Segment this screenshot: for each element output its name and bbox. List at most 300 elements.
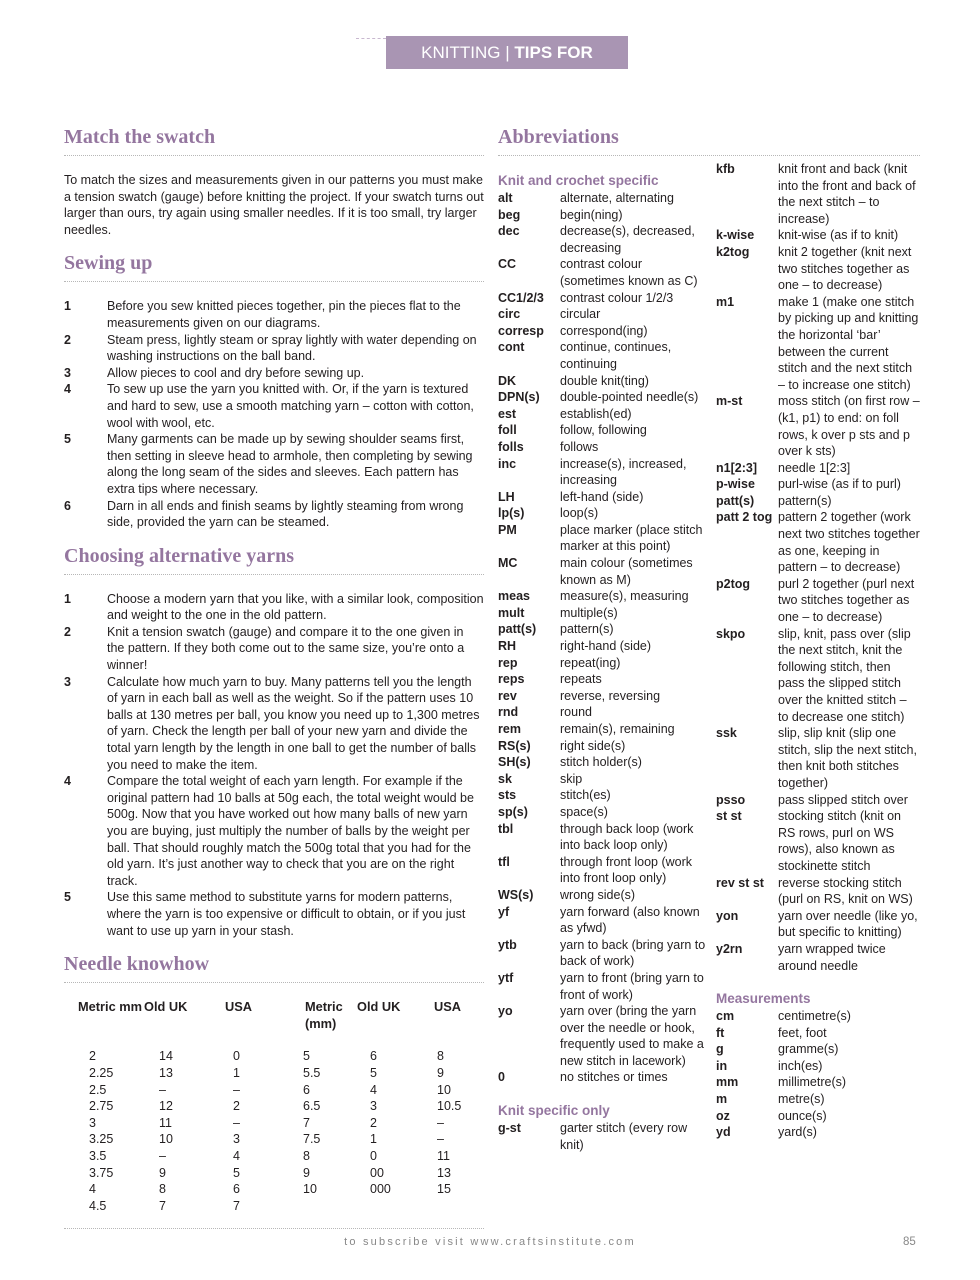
needle-cell: 2.25	[89, 1065, 114, 1080]
abbr-term: yon	[716, 908, 739, 923]
abbr-row	[498, 422, 710, 439]
abbr-definition: repeat(ing)	[560, 655, 621, 670]
match-swatch-text: To match the sizes and measurements given in our patterns you must make a tension swatch (gauge) before knitting the project. If your swatch turns out larger than ours, try again using smaller needles. If it is too small, try larger needles.	[64, 173, 484, 237]
list-item	[64, 332, 484, 365]
header-title: TIPS FOR SUCCESS	[465, 43, 593, 95]
abbr-definition: pattern(s)	[560, 622, 614, 637]
abbr-definition: follow, following	[560, 423, 647, 438]
needle-cell: 5	[233, 1165, 240, 1180]
abbr-definition: metre(s)	[778, 1092, 825, 1107]
needle-cell: 8	[437, 1049, 444, 1064]
needle-col-header: USA	[225, 999, 253, 1015]
abbr-definition: double-pointed needle(s)	[560, 390, 699, 405]
header-rule-left	[356, 38, 386, 39]
item-text: To sew up use the yarn you knitted with. Or, if the yarn is textured and hard to sew, use a smooth matching yarn – cotton with cotton, wool with wool, etc.	[107, 382, 474, 430]
needle-cell: 10.5	[437, 1099, 462, 1114]
abbr-term: DK	[498, 373, 517, 388]
needle-cell: 00	[370, 1165, 384, 1180]
abbr-row	[716, 1124, 920, 1141]
needle-cell: 9	[303, 1165, 310, 1180]
abbr-term: rev st st	[716, 875, 764, 890]
abbr-row	[716, 460, 920, 477]
abbr-definition: repeats	[560, 672, 602, 687]
item-text: Before you sew knitted pieces together, pin the pieces flat to the measurements given on our diagrams.	[107, 299, 461, 330]
abbr-term: CC1/2/3	[498, 290, 544, 305]
table-row	[64, 1148, 484, 1165]
abbr-row	[498, 970, 710, 1003]
list-item	[64, 674, 484, 774]
abbr-term: g-st	[498, 1121, 521, 1136]
abbr-row	[498, 787, 710, 804]
abbr-row	[716, 725, 920, 791]
list-item	[64, 498, 484, 531]
abbr-row	[498, 621, 710, 638]
abbr-definition: increase(s), increased, increasing	[560, 456, 687, 488]
abbr-row	[498, 223, 710, 256]
abbr-term: SH(s)	[498, 755, 531, 770]
abbr-definition: skip	[560, 771, 583, 786]
abbr-row	[498, 588, 710, 605]
abbr-row	[498, 754, 710, 771]
sewing-up-title: Sewing up	[64, 252, 484, 282]
abbr-term: kfb	[716, 162, 735, 176]
needle-cell: 3.5	[89, 1148, 107, 1163]
abbr-definition: round	[560, 705, 592, 720]
needle-cell: 9	[437, 1065, 444, 1080]
abbr-row	[716, 1058, 920, 1075]
abbr-term: circ	[498, 307, 521, 322]
abbr-definition: decrease(s), decreased, decreasing	[560, 224, 695, 255]
abbr-definition: loop(s)	[560, 506, 599, 521]
list-item	[64, 381, 484, 431]
table-row	[64, 1065, 484, 1082]
abbr-term: st st	[716, 809, 742, 824]
item-text: Knit a tension swatch (gauge) and compare it to the one given in the pattern. If they both come out to the same size, you’re onto a winner!	[107, 624, 465, 673]
abbr-term: p2tog	[716, 576, 751, 591]
abbr-row	[498, 339, 710, 372]
abbr-row	[498, 704, 710, 721]
abbr-term: rev	[498, 688, 517, 703]
needle-cell: –	[233, 1115, 240, 1130]
section-header-badge	[386, 36, 628, 95]
abbr-definition: follows	[560, 439, 599, 454]
abbr-definition: through front loop (work into front loop only)	[560, 854, 693, 886]
needle-cell: 6.5	[303, 1099, 321, 1114]
knit-crochet-table	[498, 190, 710, 1086]
page-number: 85	[903, 1236, 916, 1248]
item-text: Darn in all ends and finish seams by lightly steaming from wrong side, provided the yarn can be steamed.	[107, 498, 464, 530]
abbr-definition: make 1 (make one stitch by picking up and knitting the horizontal ‘bar’ between the current stitch and the next stitch – to increase one stitch)	[778, 294, 919, 392]
needle-cell: 0	[370, 1148, 377, 1163]
needle-cell: 3	[89, 1115, 96, 1130]
abbr-term: yf	[498, 904, 510, 919]
abbr-term: 0	[498, 1070, 505, 1085]
abbr-definition: right side(s)	[560, 738, 626, 753]
abbr-definition: through back loop (work into back loop only)	[560, 821, 694, 853]
abbr-term: g	[716, 1042, 724, 1057]
abbr-term: ytb	[498, 937, 517, 952]
abbr-row	[498, 323, 710, 340]
abbr-row	[716, 227, 920, 244]
abbr-row	[716, 1091, 920, 1108]
abbr-row	[716, 1108, 920, 1125]
needle-cell: 7	[303, 1115, 310, 1130]
needle-cell: 3	[370, 1099, 377, 1114]
abbr-term: beg	[498, 207, 521, 222]
needle-knowhow-title: Needle knowhow	[64, 953, 484, 983]
needle-table-rule	[64, 1228, 484, 1229]
needle-cell	[357, 1198, 434, 1215]
right-column	[716, 161, 920, 1141]
needle-cell: 2.75	[89, 1099, 114, 1114]
needle-cell: 4	[233, 1148, 240, 1163]
needle-cell: 3	[233, 1132, 240, 1147]
list-item	[64, 591, 484, 624]
abbr-term: rep	[498, 655, 518, 670]
abbr-row	[716, 875, 920, 908]
abbr-definition: knit front and back (knit into the front and back of the next stitch – to increase)	[778, 162, 916, 226]
abbr-definition: purl-wise (as if to purl)	[778, 477, 901, 492]
knit-only-subheading: Knit specific only	[498, 1103, 610, 1119]
item-text: Many garments can be made up by sewing shoulder seams first, then setting in sleeve head to armhole, then completing by sewing along the long seam of the sides and sleeves. Each pattern has extra tips where necessary.	[107, 432, 473, 496]
item-number: 1	[64, 591, 71, 606]
abbr-term: mult	[498, 605, 525, 620]
abbr-definition: wrong side(s)	[560, 887, 636, 902]
abbr-term: RS(s)	[498, 738, 531, 753]
item-text: Steam press, lightly steam or spray lightly with water depending on washing instructions on the ball band.	[107, 332, 477, 364]
needle-col-header: USA	[434, 999, 462, 1015]
abbr-term: patt(s)	[498, 622, 537, 637]
needle-col-header: Old UK	[357, 999, 401, 1015]
abbr-term: tbl	[498, 821, 514, 836]
abbr-row	[498, 721, 710, 738]
measurements-table	[716, 1008, 920, 1141]
abbr-term: RH	[498, 639, 517, 654]
abbr-row	[716, 509, 920, 575]
item-text: Compare the total weight of each yarn length. For example if the original pattern had 10 balls at 50g each, the total weight would be 500g. Now that you have worked out how many balls of new yarn you are buying, just multiply the number of balls by the weight per ball. That should roughly match the 500g total that you had for the old yarn. It’s just another way to check that you are on the right track.	[107, 774, 474, 888]
middle-column	[498, 126, 710, 1153]
item-number: 2	[64, 624, 71, 639]
abbr-definition: garter stitch (every row knit)	[560, 1121, 688, 1152]
list-item	[64, 431, 484, 497]
needle-cell: –	[233, 1082, 240, 1097]
abbr-definition: gramme(s)	[778, 1042, 839, 1057]
abbr-definition: right-hand (side)	[560, 639, 652, 654]
table-row	[64, 1165, 484, 1182]
abbr-row	[498, 389, 710, 406]
alt-yarns-title: Choosing alternative yarns	[64, 545, 484, 575]
abbr-row	[498, 937, 710, 970]
header-section: KNITTING	[421, 43, 501, 62]
abbr-term: n1[2:3]	[716, 460, 757, 475]
needle-cell: 6	[233, 1182, 240, 1197]
abbr-term: tfl	[498, 854, 510, 869]
abbr-term: reps	[498, 672, 525, 687]
table-row	[64, 1115, 484, 1132]
abbr-row	[498, 306, 710, 323]
abbr-row	[498, 1069, 710, 1086]
needle-cell: 4	[370, 1082, 377, 1097]
abbr-row	[716, 1074, 920, 1091]
abbr-definition: continue, continues, continuing	[560, 340, 672, 371]
abbr-term: yo	[498, 1004, 513, 1019]
table-row	[64, 1131, 484, 1148]
needle-cell: 2	[370, 1115, 377, 1130]
abbr-row	[498, 638, 710, 655]
needle-cell: 0	[233, 1049, 240, 1064]
abbr-row	[498, 738, 710, 755]
abbr-term: k2tog	[716, 244, 750, 259]
abbr-definition: purl 2 together (purl next two stitches together as one – to decrease)	[778, 576, 915, 625]
needle-cell: –	[159, 1082, 166, 1097]
abbr-term: ft	[716, 1025, 725, 1040]
item-number: 4	[64, 382, 71, 397]
abbr-definition: pattern 2 together (work next two stitches together as one, keeping in pattern – to decrease)	[778, 510, 920, 575]
abbr-row	[498, 256, 710, 289]
needle-cell: 11	[159, 1115, 172, 1130]
table-row	[64, 1048, 484, 1065]
abbr-row	[498, 207, 710, 224]
needle-cell: 5.5	[303, 1065, 321, 1080]
abbr-definition: yard(s)	[778, 1125, 817, 1140]
abbr-term: oz	[716, 1108, 730, 1123]
needle-cell: 7	[233, 1198, 240, 1213]
abbr-term: LH	[498, 489, 515, 504]
abbr-row	[716, 576, 920, 626]
needle-cell: 10	[159, 1132, 173, 1147]
abbr-row	[716, 908, 920, 941]
abbr-row	[498, 904, 710, 937]
needle-cell: 8	[303, 1148, 310, 1163]
item-number: 4	[64, 774, 71, 789]
abbr-definition: multiple(s)	[560, 605, 618, 620]
abbr-definition: yarn forward (also known as yfwd)	[560, 904, 700, 936]
needle-col-header: Metric mm	[78, 999, 143, 1015]
abbr-term: sts	[498, 788, 517, 803]
abbr-definition: contrast colour 1/2/3	[560, 290, 674, 305]
needle-cell: 6	[370, 1049, 377, 1064]
abbr-row	[498, 821, 710, 854]
abbr-definition: ounce(s)	[778, 1108, 827, 1123]
abbr-row	[498, 555, 710, 588]
abbr-definition: circular	[560, 307, 601, 322]
abbr-term: psso	[716, 792, 746, 807]
abbr-row	[498, 688, 710, 705]
item-number: 3	[64, 674, 71, 689]
abbr-definition: yarn wrapped twice around needle	[778, 941, 886, 973]
abbr-row	[498, 804, 710, 821]
abbr-term: m1	[716, 294, 735, 309]
abbr-row	[716, 294, 920, 394]
needle-cell: 13	[437, 1165, 451, 1180]
abbr-definition: yarn over (bring the yarn over the needle or hook, frequently used to make a new stitch in lacework)	[560, 1004, 704, 1068]
needle-cell	[291, 1198, 357, 1215]
abbr-row	[716, 1041, 920, 1058]
abbr-term: rnd	[498, 705, 519, 720]
needle-cell: –	[159, 1148, 166, 1163]
abbr-definition: place marker (place stitch marker at this point)	[560, 522, 703, 554]
knit-only-table	[498, 1120, 710, 1153]
abbr-term: yd	[716, 1125, 731, 1140]
abbr-row	[498, 439, 710, 456]
needle-cell: 3.25	[89, 1132, 114, 1147]
match-swatch-title: Match the swatch	[64, 126, 484, 156]
abbr-term: corresp	[498, 323, 544, 338]
abbr-row	[716, 393, 920, 459]
abbr-term: WS(s)	[498, 887, 534, 902]
needle-cell: 5	[370, 1065, 377, 1080]
abbr-definition: no stitches or times	[560, 1070, 668, 1085]
abbr-term: dec	[498, 224, 520, 239]
list-item	[64, 298, 484, 331]
needle-cell: 1	[233, 1065, 240, 1080]
abbr-definition: knit-wise (as if to knit)	[778, 228, 899, 243]
abbr-row	[498, 489, 710, 506]
abbr-definition: establish(ed)	[560, 406, 632, 421]
abbr-term: m-st	[716, 394, 743, 409]
abbr-term: y2rn	[716, 941, 743, 956]
abbr-definition: left-hand (side)	[560, 489, 644, 504]
left-column	[64, 126, 484, 1229]
abbr-definition: alternate, alternating	[560, 191, 674, 205]
abbr-term: DPN(s)	[498, 390, 540, 405]
needle-size-table	[64, 999, 484, 1214]
item-number: 3	[64, 365, 71, 380]
abbr-row	[498, 1003, 710, 1069]
abbr-row	[498, 373, 710, 390]
item-text: Choose a modern yarn that you like, with a similar look, composition and weight to the one in the old pattern.	[107, 591, 484, 623]
abbr-definition: stitch holder(s)	[560, 755, 642, 770]
needle-cell: 8	[159, 1182, 166, 1197]
item-number: 5	[64, 890, 71, 905]
needle-cell: 9	[159, 1165, 166, 1180]
abbr-term: est	[498, 406, 517, 421]
item-number: 2	[64, 332, 71, 347]
abbr-definition: measure(s), measuring	[560, 589, 689, 604]
needle-cell: 2.5	[89, 1082, 107, 1097]
abbr-term: CC	[498, 257, 517, 272]
abbr-term: alt	[498, 191, 513, 205]
needle-cell: 15	[437, 1182, 451, 1197]
needle-cell: 10	[437, 1082, 451, 1097]
abbr-definition: correspond(ing)	[560, 323, 648, 338]
abbr-row	[498, 671, 710, 688]
abbr-definition: centimetre(s)	[778, 1009, 851, 1024]
abbr-row	[716, 808, 920, 874]
abbr-definition: inch(es)	[778, 1058, 823, 1073]
abbr-definition: begin(ning)	[560, 207, 623, 222]
abbr-definition: contrast colour (sometimes known as C)	[560, 257, 698, 288]
needle-cell: 7	[159, 1198, 166, 1213]
list-item	[64, 624, 484, 674]
item-text: Calculate how much yarn to buy. Many patterns tell you the length of yarn in each ball as well as the weight. So if the pattern uses 10 balls at 130 metres per ball, you know you need up to 1,300 metres of yarn. Check the length per ball of your new yarn and divide the total yarn length by the length in one ball to get the number of balls you need to make the item.	[107, 674, 480, 772]
needle-cell: 5	[303, 1049, 310, 1064]
item-number: 6	[64, 498, 71, 513]
abbr-definition: stitch(es)	[560, 788, 611, 803]
abbr-row	[498, 887, 710, 904]
abbr-definition: remain(s), remaining	[560, 722, 675, 736]
abbr-row	[716, 244, 920, 294]
abbr-row	[498, 522, 710, 555]
needle-cell: 2	[233, 1099, 240, 1114]
item-number: 5	[64, 432, 71, 447]
needle-cell: 12	[159, 1099, 173, 1114]
abbr-term: sp(s)	[498, 804, 528, 819]
abbr-term: in	[716, 1058, 728, 1073]
abbr-term: k-wise	[716, 228, 755, 243]
abbr-row	[498, 605, 710, 622]
abbr-term: PM	[498, 522, 517, 537]
abbr-term: p-wise	[716, 477, 755, 492]
needle-cell: 000	[370, 1182, 391, 1197]
knit-only-table-cont	[716, 161, 920, 974]
abbr-term: foll	[498, 423, 517, 438]
abbr-definition: knit 2 together (knit next two stitches together as one – to decrease)	[778, 244, 912, 293]
item-text: Allow pieces to cool and dry before sewing up.	[107, 365, 365, 380]
abbr-row	[498, 406, 710, 423]
abbr-definition: yarn over needle (like yo, but specific to knitting)	[778, 908, 918, 940]
abbr-term: ssk	[716, 726, 737, 741]
needle-cell: 4.5	[89, 1198, 107, 1213]
abbr-row	[716, 1008, 920, 1025]
abbr-definition: main colour (sometimes known as M)	[560, 556, 693, 587]
abbr-definition: millimetre(s)	[778, 1075, 847, 1090]
abbreviations-title: Abbreviations	[498, 126, 920, 156]
needle-cell: –	[437, 1132, 444, 1147]
item-text: Use this same method to substitute yarns for modern patterns, where the yarn is too expensive or difficult to obtain, or if you just want to use up yarn in your stash.	[107, 890, 466, 938]
abbr-term: cm	[716, 1009, 735, 1024]
abbr-row	[498, 290, 710, 307]
measurements-subheading: Measurements	[716, 991, 811, 1007]
abbr-row	[716, 941, 920, 974]
abbr-term: inc	[498, 456, 517, 471]
needle-cell	[434, 1198, 484, 1215]
abbr-row	[498, 854, 710, 887]
alt-yarns-list	[64, 591, 484, 939]
needle-col-header: Old UK	[144, 999, 188, 1015]
table-row	[64, 1082, 484, 1099]
needle-cell: 6	[303, 1082, 310, 1097]
abbr-definition: needle 1[2:3]	[778, 460, 851, 475]
list-item	[64, 365, 484, 382]
table-row	[64, 1181, 484, 1198]
abbr-row	[716, 161, 920, 227]
abbr-definition: reverse stocking stitch (purl on RS, knit on WS)	[778, 875, 913, 907]
abbr-term: mm	[716, 1075, 739, 1090]
abbr-row	[498, 655, 710, 672]
needle-cell: 11	[437, 1148, 450, 1163]
abbr-definition: yarn to front (bring yarn to front of work)	[560, 970, 704, 1002]
abbr-definition: slip, knit, pass over (slip the next stitch, knit the following stitch, then pass the slipped stitch over the knitted stitch – to decrease one stitch)	[778, 626, 911, 724]
table-row	[64, 1198, 484, 1215]
abbr-row	[498, 771, 710, 788]
sewing-up-list	[64, 298, 484, 530]
needle-cell: 4	[89, 1182, 96, 1197]
abbr-definition: moss stitch (on first row – (k1, p1) to end: on foll rows, k over p sts and p over k sts)	[778, 394, 920, 459]
abbr-definition: slip, slip knit (slip one stitch, slip the next stitch, then knit both stitches together)	[778, 726, 917, 790]
abbr-term: cont	[498, 340, 525, 355]
abbr-row	[498, 456, 710, 489]
abbr-definition: yarn to back (bring yarn to back of work)	[560, 937, 706, 969]
needle-cell: 14	[159, 1049, 173, 1064]
abbr-row	[716, 626, 920, 726]
abbr-row	[498, 190, 710, 207]
list-item	[64, 889, 484, 939]
abbr-term: rem	[498, 722, 521, 736]
item-number: 1	[64, 299, 71, 314]
abbr-row	[716, 1025, 920, 1042]
needle-cell: 13	[159, 1065, 173, 1080]
